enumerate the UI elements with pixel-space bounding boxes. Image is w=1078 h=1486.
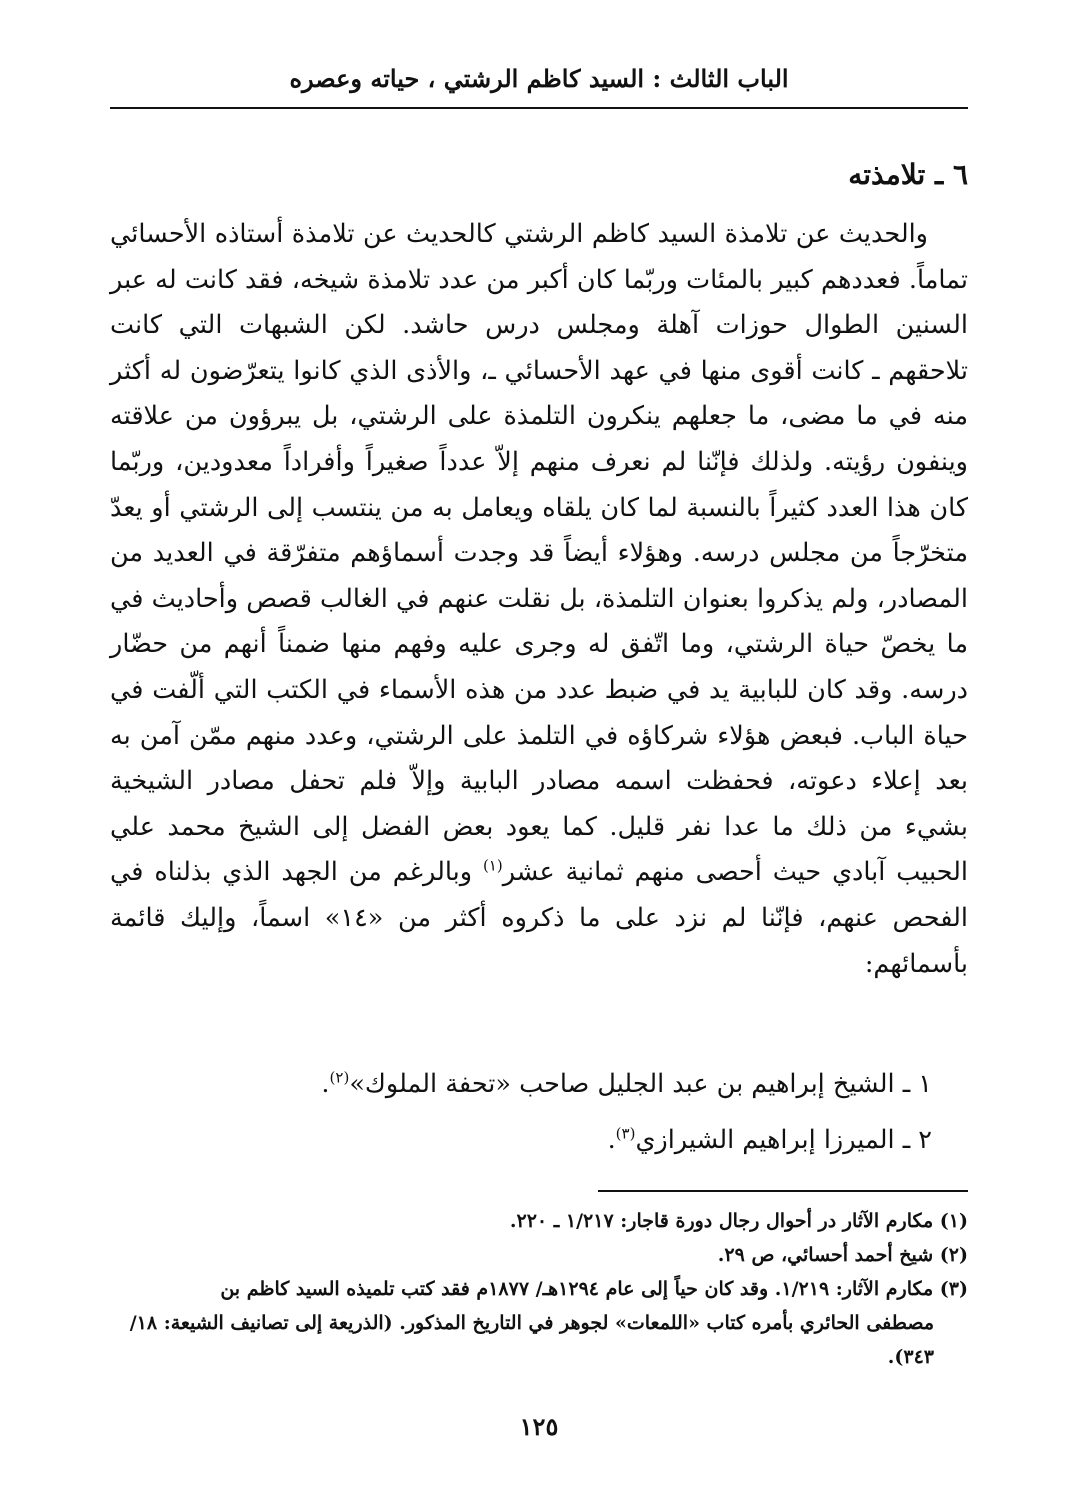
header-rule bbox=[110, 107, 968, 109]
body-text bbox=[110, 212, 968, 987]
list-item-text: ١ ـ الشيخ إبراهيم بن عبد الجليل صاحب «تحفة الملوك» bbox=[349, 1069, 932, 1099]
students-list bbox=[110, 1056, 968, 1168]
paragraph-text-a: والحديث عن تلامذة السيد كاظم الرشتي كالحديث عن تلامذة أستاذه الأحسائي تماماً. فعددهم كبير بالمئات وربّما كان أكبر من عدد تلامذة شيخه، فقد كانت له عبر السنين الطوال حوزات آهلة ومجلس درس حاشد. لكن الشبهات التي كانت تلاحقهم ـ كانت أقوى منها في عهد الأحسائي ـ، والأذى الذي كانوا يتعرّضون له أكثر منه في ما مضى، ما جعلهم ينكرون التلمذة على الرشتي، بل يبرؤون من علاقته وينفون رؤيته. ولذلك فإنّنا لم نعرف منهم إلاّ عدداً صغيراً وأفراداً معدودين، وربّما كان هذا العدد كثيراً بالنسبة لما كان يلقاه ويعامل به من ينتسب إلى الرشتي أو يعدّ متخرّجاً من مجلس درسه. وهؤلاء أيضاً قد وجدت أسماؤهم متفرّقة في العديد من المصادر، ولم يذكروا بعنوان التلمذة، بل نقلت عنهم في الغالب قصص وأحاديث في ما يخصّ حياة الرشتي، وما اتّفق له وجرى عليه وفهم منها ضمناً أنهم من حضّار درسه. وقد كان للبابية يد في ضبط عدد من هذه الأسماء في الكتب التي ألّفت في حياة الباب. فبعض هؤلاء شركاؤه في التلمذ على الرشتي، وعدد منهم ممّن آمن به بعد إعلاء دعوته، فحفظت اسمه مصادر البابية وإلاّ فلم تحفل مصادر الشيخية بشيء من ذلك ما عدا نفر قليل. كما يعود بعض الفضل إلى الشيخ محمد علي الحبيب آبادي حيث أحصى منهم ثمانية عشر bbox=[110, 219, 968, 888]
paragraph-text-b: وبالرغم من الجهد الذي بذلناه في الفحص عنهم، فإنّنا لم نزد على ما ذكروه أكثر من «١٤» اسماً، وإليك قائمة بأسمائهم: bbox=[110, 857, 969, 979]
footnotes bbox=[110, 1204, 968, 1374]
footnote-marker-1: (١) bbox=[482, 856, 503, 875]
list-item bbox=[110, 1056, 968, 1112]
footnote-1: (١) مكارم الآثار در أحوال رجال دورة قاجار: ١/٢١٧ ـ ٢٢٠. bbox=[509, 1210, 968, 1232]
footnote-marker-3: (٣) bbox=[615, 1124, 636, 1143]
footnote-marker-2: (٢) bbox=[329, 1068, 350, 1087]
list-item-text: ٢ ـ الميرزا إبراهيم الشيرازي bbox=[635, 1125, 932, 1155]
footnote-3-continued: مصطفى الحائري بأمره كتاب «اللمعات» لجوهر في التاريخ المذكور. (الذريعة إلى تصانيف الشيعة: ١٨/ ٣٤٣). bbox=[129, 1312, 934, 1368]
body-paragraph bbox=[110, 212, 968, 987]
list-item bbox=[110, 1112, 968, 1168]
footnote-rule bbox=[598, 1190, 968, 1192]
footnote-3: (٣) مكارم الآثار: ١/٢١٩. وقد كان حياً إلى عام ١٢٩٤هـ/ ١٨٧٧م فقد كتب تلميذه السيد كاظم بن bbox=[220, 1278, 968, 1300]
section-title: ٦ ـ تلامذته bbox=[848, 158, 968, 191]
list-item-end: . bbox=[321, 1069, 330, 1099]
footnote-2: (٢) شيخ أحمد أحسائي، ص ٢٩. bbox=[717, 1244, 968, 1266]
page-number: ١٢٥ bbox=[519, 1412, 559, 1441]
list-item-end: . bbox=[607, 1125, 616, 1155]
running-header: الباب الثالث : السيد كاظم الرشتي ، حياته وعصره bbox=[289, 64, 789, 93]
